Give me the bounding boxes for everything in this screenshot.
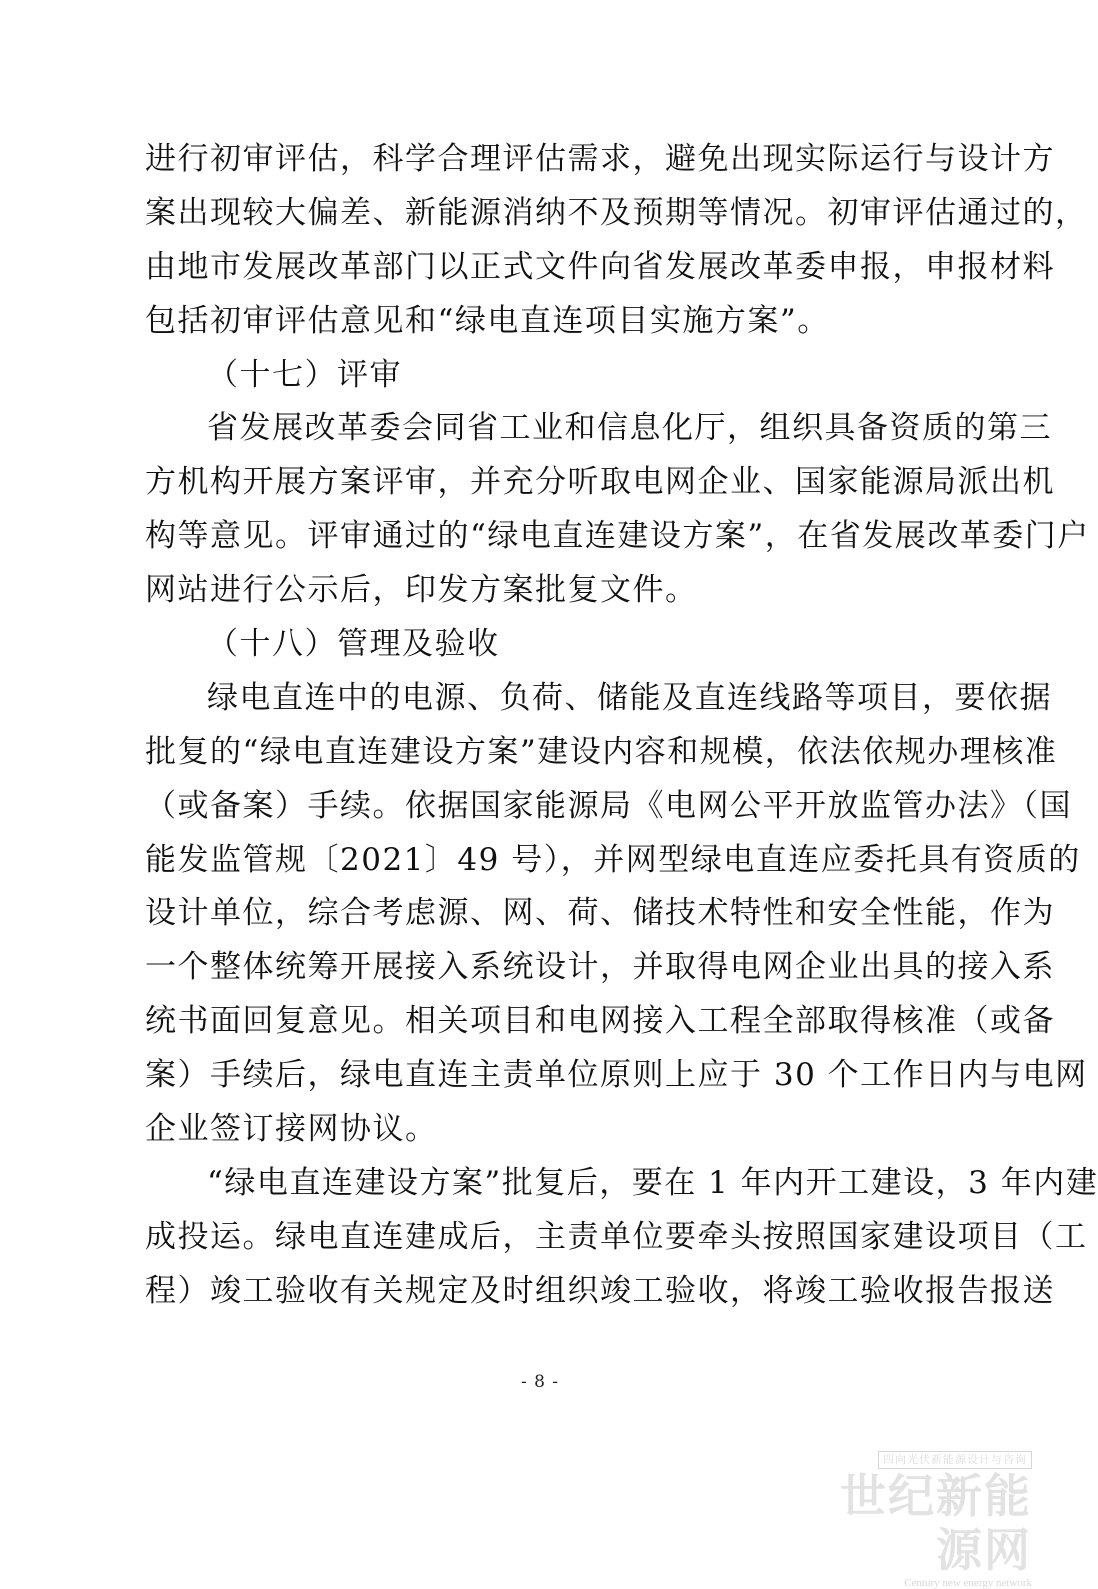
text-line: 企业签订接网协议。 xyxy=(145,1111,438,1148)
text-line: 由地市发展改革部门以正式文件向省发展改革委申报，申报材料 xyxy=(145,248,1055,285)
text-line: 能发监管规〔2021〕49 号），并网型绿电直连应委托具有资质的 xyxy=(145,841,1081,878)
text-line: 统书面回复意见。相关项目和电网接入工程全部取得核准（或备 xyxy=(145,1003,1055,1040)
text-line: 成投运。绿电直连建成后，主责单位要牵头按照国家建设项目（工 xyxy=(145,1218,1088,1255)
text-line: “绿电直连建设方案”批复后，要在 1 年内开工建设，3 年内建 xyxy=(207,1164,1098,1201)
text-line: 省发展改革委会同省工业和信息化厅，组织具备资质的第三 xyxy=(207,410,1052,447)
text-line: 构等意见。评审通过的“绿电直连建设方案”，在省发展改革委门户 xyxy=(145,518,1090,555)
document-body xyxy=(145,133,1098,1319)
text-line: 设计单位，综合考虑源、网、荷、储技术特性和安全性能，作为 xyxy=(145,895,1055,932)
watermark-slogan: 四向光伏新能源设计与咨询 xyxy=(878,1451,1032,1469)
text-line: 包括初审评估意见和“绿电直连项目实施方案”。 xyxy=(145,302,830,339)
page-number: - 8 - xyxy=(520,1372,560,1392)
text-line: 程）竣工验收有关规定及时组织竣工验收，将竣工验收报告报送 xyxy=(145,1272,1055,1309)
text-line: 方机构开展方案评审，并充分听取电网企业、国家能源局派出机 xyxy=(145,464,1055,501)
text-line: 一个整体统筹开展接入系统设计，并取得电网企业出具的接入系 xyxy=(145,949,1055,986)
text-line: （或备案）手续。依据国家能源局《电网公平开放监管办法》（国 xyxy=(145,787,1072,824)
text-line: 进行初审评估，科学合理评估需求，避免出现实际运行与设计方 xyxy=(145,141,1055,177)
text-line: 案）手续后，绿电直连主责单位原则上应于 30 个工作日内与电网 xyxy=(145,1057,1088,1094)
text-line: 绿电直连中的电源、负荷、储能及直连线路等项目，要依据 xyxy=(207,679,1052,716)
watermark-site-name: 世纪新能源网 xyxy=(840,1469,1032,1577)
text-line: （十八）管理及验收 xyxy=(207,626,500,663)
watermark-english-name: Century new energy network xyxy=(904,1577,1032,1589)
text-line: 网站进行公示后，印发方案批复文件。 xyxy=(145,572,698,609)
text-line: （十七）评审 xyxy=(207,356,402,393)
text-line: 案出现较大偏差、新能源消纳不及预期等情况。初审评估通过的， xyxy=(145,194,1088,231)
watermark xyxy=(832,1448,1032,1589)
text-line: 批复的“绿电直连建设方案”建设内容和规模，依法依规办理核准 xyxy=(145,733,1058,770)
